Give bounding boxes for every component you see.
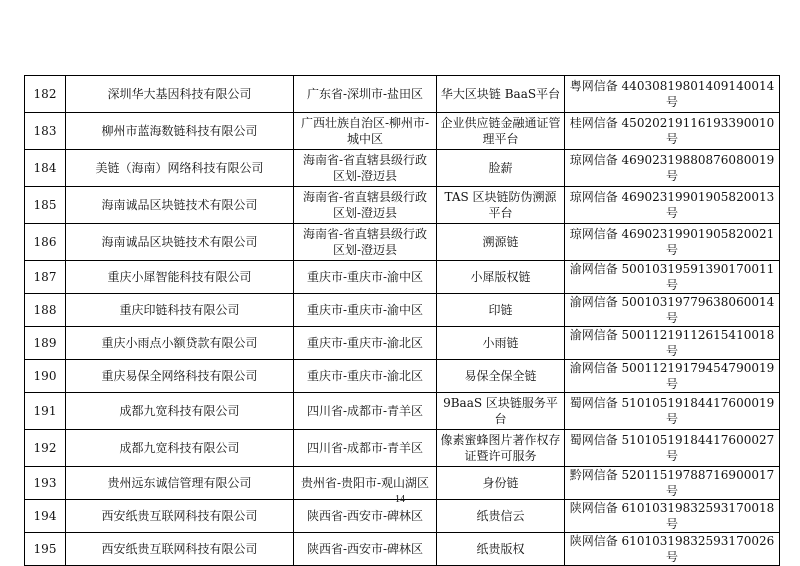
record-number: 渝网信备 50010319779638060014 号 [565,294,780,327]
service-name: 小雨链 [437,327,565,360]
service-name: 小犀版权链 [437,261,565,294]
service-name: 华大区块链 BaaS平台 [437,76,565,113]
row-number: 191 [25,393,66,430]
record-number: 蜀网信备 51010519184417600027 号 [565,430,780,467]
company-name: 重庆小雨点小额贷款有限公司 [66,327,294,360]
service-name: 纸贵信云 [437,500,565,533]
table-row [25,294,780,327]
company-name: 成都九宽科技有限公司 [66,430,294,467]
service-name: 纸贵版权 [437,533,565,566]
table-row [25,113,780,150]
company-name: 重庆印链科技有限公司 [66,294,294,327]
region: 重庆市-重庆市-渝中区 [294,261,437,294]
table-row [25,224,780,261]
company-name: 成都九宽科技有限公司 [66,393,294,430]
row-number: 186 [25,224,66,261]
service-name: 印链 [437,294,565,327]
row-number: 184 [25,150,66,187]
row-number: 193 [25,467,66,500]
table-row [25,533,780,566]
table-row [25,360,780,393]
service-name: 易保全保全链 [437,360,565,393]
region: 四川省-成都市-青羊区 [294,393,437,430]
record-number: 桂网信备 45020219116193390010 号 [565,113,780,150]
table-row [25,76,780,113]
table-row [25,327,780,360]
record-number: 琼网信备 46902319880876080019 号 [565,150,780,187]
row-number: 182 [25,76,66,113]
service-name: 9BaaS 区块链服务平台 [437,393,565,430]
record-number: 黔网信备 52011519788716900017 号 [565,467,780,500]
company-name: 重庆易保全网络科技有限公司 [66,360,294,393]
record-number: 琼网信备 46902319901905820013 号 [565,187,780,224]
service-name: TAS 区块链防伪溯源平台 [437,187,565,224]
region: 广东省-深圳市-盐田区 [294,76,437,113]
record-number: 蜀网信备 51010519184417600019 号 [565,393,780,430]
record-number: 琼网信备 46902319901905820021 号 [565,224,780,261]
registry-table-body [25,76,780,566]
registry-table [24,75,780,566]
region: 广西壮族自治区-柳州市-城中区 [294,113,437,150]
row-number: 195 [25,533,66,566]
row-number: 187 [25,261,66,294]
service-name: 溯源链 [437,224,565,261]
company-name: 美链（海南）网络科技有限公司 [66,150,294,187]
row-number: 194 [25,500,66,533]
row-number: 183 [25,113,66,150]
page-number: 14 [395,494,405,505]
region: 重庆市-重庆市-渝中区 [294,294,437,327]
service-name: 像素蜜蜂图片著作权存证暨许可服务 [437,430,565,467]
region: 海南省-省直辖县级行政区划-澄迈县 [294,224,437,261]
company-name: 海南诚品区块链技术有限公司 [66,187,294,224]
company-name: 柳州市蓝海数链科技有限公司 [66,113,294,150]
table-row [25,393,780,430]
company-name: 贵州远东诚信管理有限公司 [66,467,294,500]
region: 重庆市-重庆市-渝北区 [294,327,437,360]
region: 陕西省-西安市-碑林区 [294,533,437,566]
company-name: 西安纸贵互联网科技有限公司 [66,533,294,566]
row-number: 190 [25,360,66,393]
region: 四川省-成都市-青羊区 [294,430,437,467]
company-name: 海南诚品区块链技术有限公司 [66,224,294,261]
row-number: 189 [25,327,66,360]
region: 重庆市-重庆市-渝北区 [294,360,437,393]
table-row [25,150,780,187]
service-name: 身份链 [437,467,565,500]
table-row [25,430,780,467]
record-number: 陕网信备 61010319832593170018 号 [565,500,780,533]
region: 海南省-省直辖县级行政区划-澄迈县 [294,187,437,224]
company-name: 深圳华大基因科技有限公司 [66,76,294,113]
table-row [25,187,780,224]
row-number: 192 [25,430,66,467]
row-number: 185 [25,187,66,224]
table-row [25,261,780,294]
record-number: 渝网信备 50011219112615410018 号 [565,327,780,360]
record-number: 粤网信备 44030819801409140014 号 [565,76,780,113]
region: 陕西省-西安市-碑林区 [294,500,437,533]
row-number: 188 [25,294,66,327]
record-number: 渝网信备 50011219179454790019 号 [565,360,780,393]
service-name: 脸薪 [437,150,565,187]
company-name: 重庆小犀智能科技有限公司 [66,261,294,294]
region: 海南省-省直辖县级行政区划-澄迈县 [294,150,437,187]
record-number: 陕网信备 61010319832593170026 号 [565,533,780,566]
region: 贵州省-贵阳市-观山湖区 [294,467,437,500]
company-name: 西安纸贵互联网科技有限公司 [66,500,294,533]
service-name: 企业供应链金融通证管理平台 [437,113,565,150]
record-number: 渝网信备 50010319591390170011 号 [565,261,780,294]
